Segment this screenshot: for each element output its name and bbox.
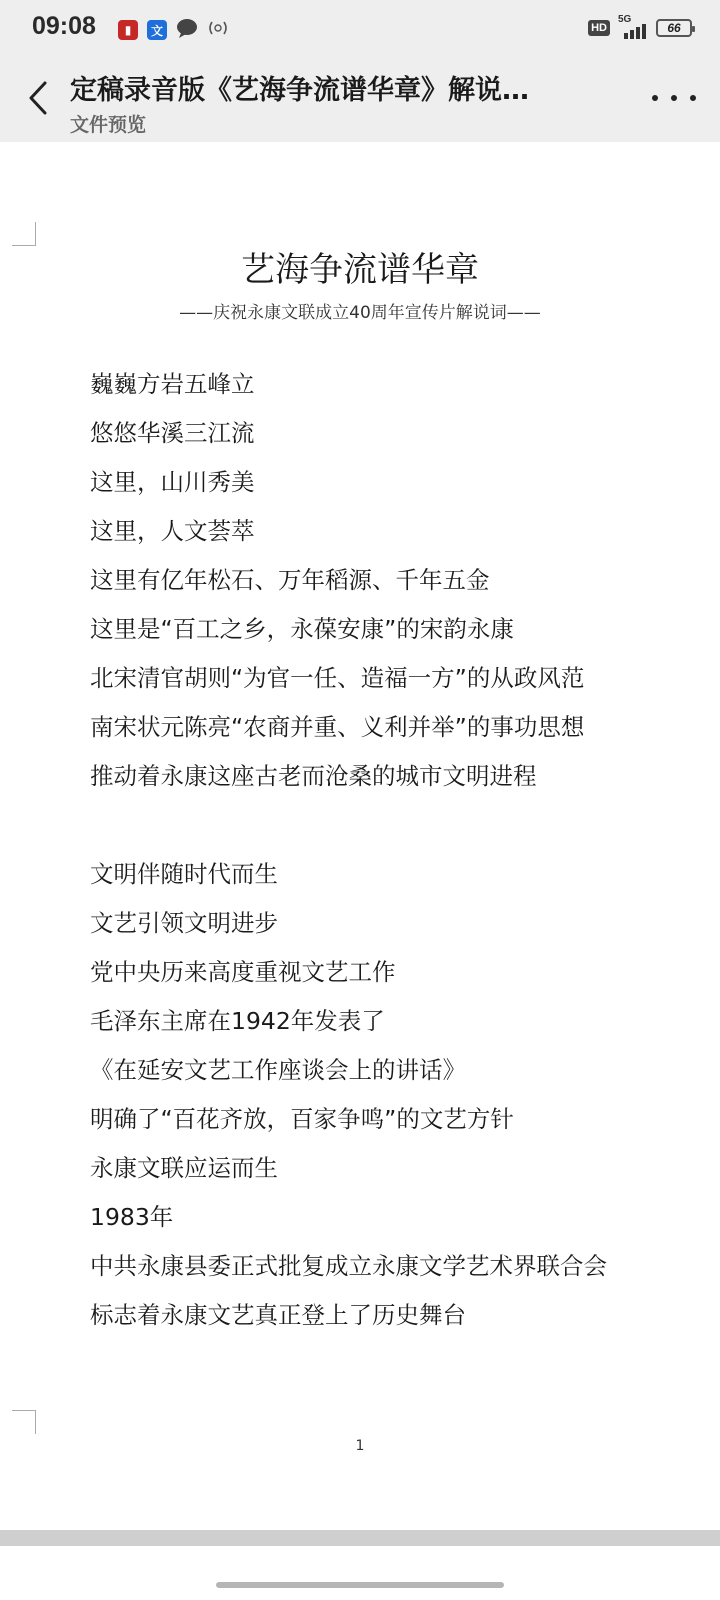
poem-subtitle: ——庆祝永康文联成立40周年宣传片解说词—— (179, 303, 541, 323)
poem-line: 巍巍方岩五峰立 (90, 370, 255, 398)
hd-badge: HD (588, 20, 610, 36)
notification-icons (118, 18, 229, 42)
poem-line: 南宋状元陈亮“农商并重、义利并举”的事功思想 (90, 713, 585, 741)
navigation-area (0, 1546, 720, 1600)
poem-line: 北宋清官胡则“为官一任、造福一方”的从政风范 (90, 664, 585, 692)
signal-icon (618, 14, 648, 39)
title-bar (0, 56, 720, 142)
page-number: 1 (355, 1438, 365, 1454)
home-indicator[interactable] (216, 1582, 504, 1588)
app-red-icon: ▮ (118, 20, 138, 40)
poem-line: 1983年 (90, 1203, 174, 1231)
poem-line: 标志着永康文艺真正登上了历史舞台 (90, 1301, 466, 1329)
poem-line: 这里是“百工之乡，永葆安康”的宋韵永康 (90, 615, 514, 643)
translate-icon: 文 (147, 20, 167, 40)
poem-line: 这里，山川秀美 (90, 468, 255, 496)
poem-line: 这里，人文荟萃 (90, 517, 255, 545)
poem-line: 毛泽东主席在1942年发表了 (90, 1007, 385, 1035)
poem-line: 永康文联应运而生 (90, 1154, 278, 1182)
more-options-button[interactable] (652, 86, 696, 110)
poem-line: 推动着永康这座古老而沧桑的城市文明进程 (90, 762, 537, 790)
document-title: 定稿录音版《艺海争流谱华章》解说… (70, 75, 529, 106)
stanza-gap (90, 801, 710, 850)
status-bar (0, 0, 720, 56)
system-icons (588, 14, 692, 39)
document-subtitle: 文件预览 (70, 114, 147, 136)
back-button[interactable] (20, 78, 56, 118)
document-page[interactable] (0, 142, 720, 1530)
network-label: 5G (618, 14, 632, 25)
poem-line: 明确了“百花齐放，百家争鸣”的文艺方针 (90, 1105, 514, 1133)
poem-title: 艺海争流谱华章 (241, 250, 479, 290)
status-time: 09:08 (32, 12, 96, 40)
poem-line: 《在延安文艺工作座谈会上的讲话》 (90, 1056, 466, 1084)
battery-icon (656, 19, 692, 37)
poem-line: 文明伴随时代而生 (90, 860, 278, 888)
poem-line: 悠悠华溪三江流 (90, 419, 255, 447)
poem-line: 文艺引领文明进步 (90, 909, 278, 937)
chat-bubble-icon (176, 18, 198, 42)
page-separator (0, 1530, 720, 1546)
nfc-icon (207, 18, 229, 42)
battery-level: 66 (667, 21, 681, 35)
poem-line: 中共永康县委正式批复成立永康文学艺术界联合会 (90, 1252, 607, 1280)
poem-body (90, 360, 710, 1340)
crop-mark-bottom (12, 1410, 36, 1434)
chevron-left-icon (28, 81, 48, 115)
more-dots-icon (652, 95, 658, 101)
poem-line: 这里有亿年松石、万年稻源、千年五金 (90, 566, 490, 594)
poem-line: 党中央历来高度重视文艺工作 (90, 958, 396, 986)
